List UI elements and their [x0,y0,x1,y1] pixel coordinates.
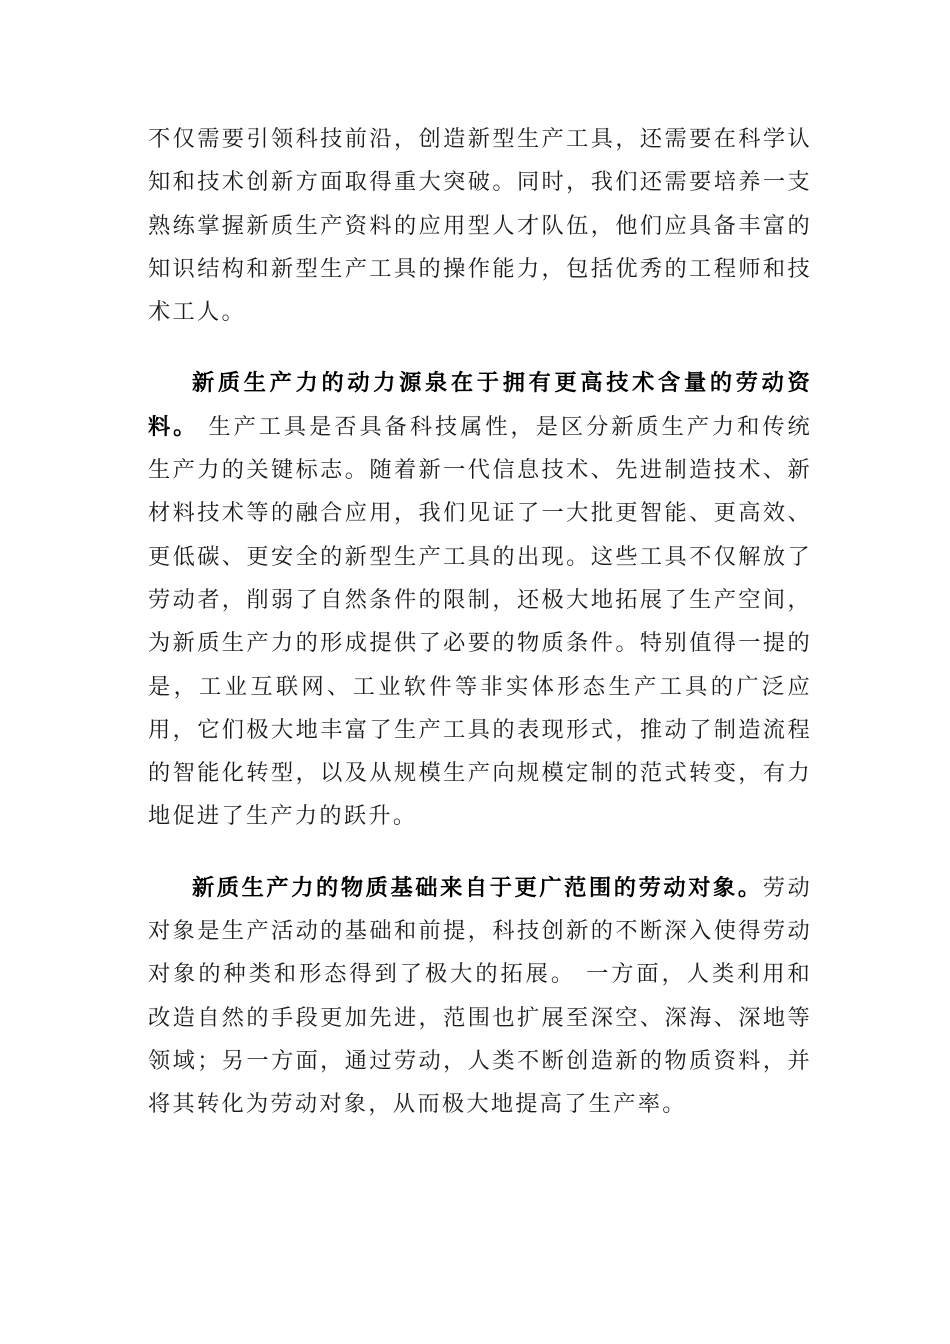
paragraph-talent [148,118,812,334]
paragraph-text: 不仅需要引领科技前沿，创造新型生产工具，还需要在科学认知和技术创新方面取得重大突破。同时，我们还需要培养一支熟练掌握新质生产资料的应用型人才队伍，他们应具备丰富的知识结构和新型生产工具的操作能力，包括优秀的工程师和技术工人。 [148,126,812,326]
paragraph-text: 劳动对象是生产活动的基础和前提，科技创新的不断深入使得劳动对象的种类和形态得到了极大的拓展。 一方面，人类利用和改造自然的手段更加先进，范围也扩展至深空、深海、深地等领域；另一方面，通过劳动，人类不断创造新的物质资料，并将其转化为劳动对象，从而极大地提高了生产率。 [148,874,812,1118]
paragraph-lead-heading: 新质生产力的动力源泉在于拥有更高技术含量的劳动资料。 [148,370,812,440]
document-page [148,118,812,1127]
paragraph-labor-objects [148,867,812,1127]
paragraph-text: 生产工具是否具备科技属性，是区分新质生产力和传统生产力的关键标志。随着新一代信息技术、先进制造技术、新材料技术等的融合应用，我们见证了一大批更智能、更高效、更低碳、更安全的新型生产工具的出现。这些工具不仅解放了劳动者，削弱了自然条件的限制，还极大地拓展了生产空间，为新质生产力的形成提供了必要的物质条件。特别值得一提的是，工业互联网、工业软件等非实体形态生产工具的广泛应用，它们极大地丰富了生产工具的表现形式，推动了制造流程的智能化转型，以及从规模生产向规模定制的范式转变，有力地促进了生产力的跃升。 [148,413,812,830]
paragraph-lead-heading: 新质生产力的物质基础来自于更广范围的劳动对象。 [192,874,763,901]
paragraph-labor-materials [148,362,812,838]
